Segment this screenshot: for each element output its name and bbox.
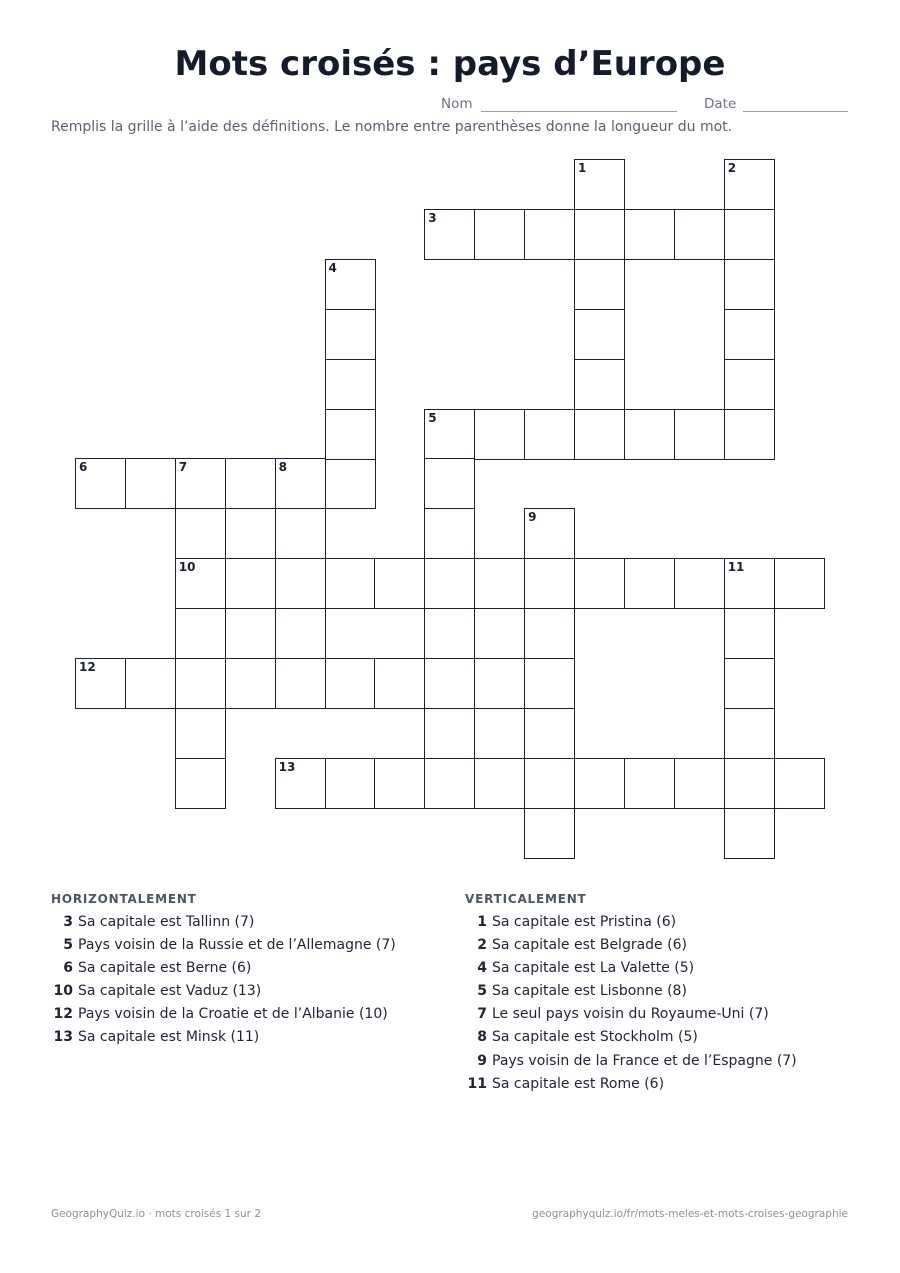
grid-cell[interactable] [325, 259, 376, 310]
grid-cell[interactable] [175, 758, 226, 809]
clue-number: 11 [467, 1075, 487, 1092]
cell-number: 11 [727, 560, 745, 575]
down-heading: VERTICALEMENT [465, 892, 587, 906]
grid-cell[interactable] [275, 508, 326, 559]
grid-cell[interactable] [674, 409, 725, 460]
clue-text: Pays voisin de la Croatie et de l’Albanie (10) [78, 1006, 388, 1023]
grid-cell[interactable] [125, 658, 176, 709]
clue-number: 2 [477, 937, 487, 954]
grid-cell[interactable] [724, 658, 775, 709]
down-clue [465, 1006, 797, 1029]
grid-cell[interactable] [225, 558, 276, 609]
grid-cell[interactable] [424, 409, 475, 460]
clue-number: 13 [53, 1029, 73, 1046]
grid-cell[interactable] [524, 658, 575, 709]
clue-text: Sa capitale est Lisbonne (8) [492, 983, 687, 1000]
grid-cell[interactable] [574, 758, 625, 809]
clue-text: Le seul pays voisin du Royaume-Uni (7) [492, 1006, 769, 1023]
clue-number: 1 [477, 914, 487, 930]
cell-number: 12 [79, 660, 96, 674]
footer-right: geographyquiz.io/fr/mots-meles-et-mots-croises-geographie [532, 1208, 848, 1220]
grid-cell[interactable] [724, 159, 775, 210]
date-field[interactable] [743, 111, 848, 112]
clue-text: Sa capitale est Vaduz (13) [78, 983, 262, 1000]
clue-number: 5 [63, 937, 73, 954]
down-clue [465, 1053, 797, 1076]
grid-cell[interactable] [574, 259, 625, 310]
grid-cell[interactable] [175, 558, 226, 609]
across-clue [51, 1029, 396, 1052]
grid-cell[interactable] [674, 209, 725, 260]
clue-text: Sa capitale est Belgrade (6) [492, 937, 687, 954]
grid-cell[interactable] [674, 558, 725, 609]
grid-cell[interactable] [75, 658, 126, 709]
grid-cell[interactable] [424, 708, 475, 759]
grid-cell[interactable] [325, 309, 376, 360]
cell-number: 5 [428, 410, 437, 425]
down-clue [465, 937, 797, 960]
grid-cell[interactable] [125, 458, 176, 509]
grid-cell[interactable] [724, 608, 775, 659]
grid-cell[interactable] [474, 658, 525, 709]
across-clue [51, 960, 396, 983]
grid-cell[interactable] [374, 758, 425, 809]
down-clue [465, 1076, 797, 1099]
cell-number: 8 [278, 460, 287, 475]
across-clue [51, 937, 396, 960]
grid-cell[interactable] [325, 558, 376, 609]
grid-cell[interactable] [374, 658, 425, 709]
instructions: Remplis la grille à l’aide des définitions. Le nombre entre parenthèses donne la longueur du mot. [51, 119, 733, 135]
across-clue [51, 1006, 396, 1029]
grid-cell[interactable] [424, 508, 475, 559]
grid-cell[interactable] [524, 708, 575, 759]
cell-number: 4 [328, 260, 337, 275]
grid-cell[interactable] [325, 458, 376, 509]
grid-cell[interactable] [524, 608, 575, 659]
grid-cell[interactable] [524, 409, 575, 460]
grid-cell[interactable] [724, 409, 775, 460]
grid-cell[interactable] [674, 758, 725, 809]
grid-cell[interactable] [574, 159, 625, 210]
grid-cell[interactable] [724, 359, 775, 410]
grid-cell[interactable] [574, 209, 625, 260]
grid-cell[interactable] [175, 508, 226, 559]
grid-cell[interactable] [524, 558, 575, 609]
across-clue [51, 983, 396, 1006]
grid-cell[interactable] [424, 758, 475, 809]
grid-cell[interactable] [474, 758, 525, 809]
name-label: Nom [441, 96, 473, 112]
grid-cell[interactable] [374, 558, 425, 609]
grid-cell[interactable] [325, 359, 376, 410]
date-label: Date [704, 96, 737, 112]
grid-cell[interactable] [724, 558, 775, 609]
clue-text: Sa capitale est Berne (6) [78, 960, 252, 977]
cell-number: 2 [727, 161, 737, 175]
grid-cell[interactable] [275, 758, 326, 809]
cell-number: 13 [278, 759, 296, 774]
down-clue [465, 914, 797, 937]
across-clue-list [51, 914, 396, 1053]
footer-left: GeographyQuiz.io · mots croisés 1 sur 2 [51, 1208, 262, 1220]
grid-cell[interactable] [474, 558, 525, 609]
grid-cell[interactable] [275, 658, 326, 709]
grid-cell[interactable] [275, 608, 326, 659]
clue-text: Sa capitale est Rome (6) [492, 1075, 665, 1092]
grid-cell[interactable] [275, 458, 326, 509]
down-clue [465, 960, 797, 983]
grid-cell[interactable] [574, 359, 625, 410]
clue-number: 12 [53, 1006, 73, 1023]
grid-cell[interactable] [624, 558, 675, 609]
clue-text: Sa capitale est Pristina (6) [492, 914, 677, 930]
clue-text: Sa capitale est Minsk (11) [78, 1029, 260, 1046]
grid-cell[interactable] [624, 758, 675, 809]
grid-cell[interactable] [75, 458, 126, 509]
grid-cell[interactable] [774, 558, 825, 609]
across-heading: HORIZONTALEMENT [51, 892, 197, 906]
grid-cell[interactable] [225, 658, 276, 709]
clue-text: Sa capitale est La Valette (5) [492, 960, 695, 977]
grid-cell[interactable] [424, 608, 475, 659]
across-clue [51, 914, 396, 937]
grid-cell[interactable] [424, 558, 475, 609]
clue-text: Sa capitale est Tallinn (7) [78, 914, 255, 930]
cell-number: 3 [428, 210, 437, 225]
cell-number: 1 [578, 161, 587, 175]
grid-cell[interactable] [474, 209, 525, 260]
grid-cell[interactable] [424, 458, 475, 509]
grid-cell[interactable] [624, 209, 675, 260]
clue-text: Pays voisin de la France et de l’Espagne (7) [492, 1052, 797, 1069]
grid-cell[interactable] [724, 309, 775, 360]
clue-number: 4 [477, 960, 487, 977]
clue-number: 9 [477, 1052, 487, 1069]
grid-cell[interactable] [524, 808, 575, 859]
grid-cell[interactable] [175, 658, 226, 709]
grid-cell[interactable] [574, 309, 625, 360]
clue-text: Pays voisin de la Russie et de l’Allemagne (7) [78, 937, 396, 954]
grid-cell[interactable] [175, 608, 226, 659]
grid-cell[interactable] [175, 708, 226, 759]
down-clue-list [465, 914, 797, 1099]
clue-number: 6 [63, 960, 73, 977]
grid-cell[interactable] [574, 558, 625, 609]
grid-cell[interactable] [524, 508, 575, 559]
grid-cell[interactable] [724, 708, 775, 759]
cell-number: 9 [528, 510, 537, 525]
grid-cell[interactable] [574, 409, 625, 460]
grid-cell[interactable] [724, 259, 775, 310]
grid-cell[interactable] [325, 758, 376, 809]
grid-cell[interactable] [424, 209, 475, 260]
page-title: Mots croisés : pays d’Europe [174, 44, 726, 84]
clue-number: 5 [477, 983, 487, 1000]
cell-number: 10 [178, 560, 196, 575]
cell-number: 6 [79, 460, 88, 475]
grid-cell[interactable] [724, 758, 775, 809]
down-clue [465, 983, 797, 1006]
grid-cell[interactable] [325, 658, 376, 709]
name-field[interactable] [481, 111, 677, 112]
grid-cell[interactable] [325, 409, 376, 460]
grid-cell[interactable] [275, 558, 326, 609]
grid-cell[interactable] [774, 758, 825, 809]
grid-cell[interactable] [624, 409, 675, 460]
grid-cell[interactable] [175, 458, 226, 509]
clue-text: Sa capitale est Stockholm (5) [492, 1029, 698, 1046]
clue-number: 10 [53, 983, 73, 1000]
clue-number: 8 [477, 1029, 487, 1046]
grid-cell[interactable] [524, 209, 575, 260]
grid-cell[interactable] [524, 758, 575, 809]
cell-number: 7 [178, 460, 188, 475]
grid-cell[interactable] [724, 808, 775, 859]
clue-number: 7 [477, 1006, 487, 1023]
down-clue [465, 1029, 797, 1052]
clue-number: 3 [63, 914, 73, 930]
grid-cell[interactable] [225, 458, 276, 509]
grid-cell[interactable] [424, 658, 475, 709]
grid-cell[interactable] [474, 409, 525, 460]
grid-cell[interactable] [724, 209, 775, 260]
